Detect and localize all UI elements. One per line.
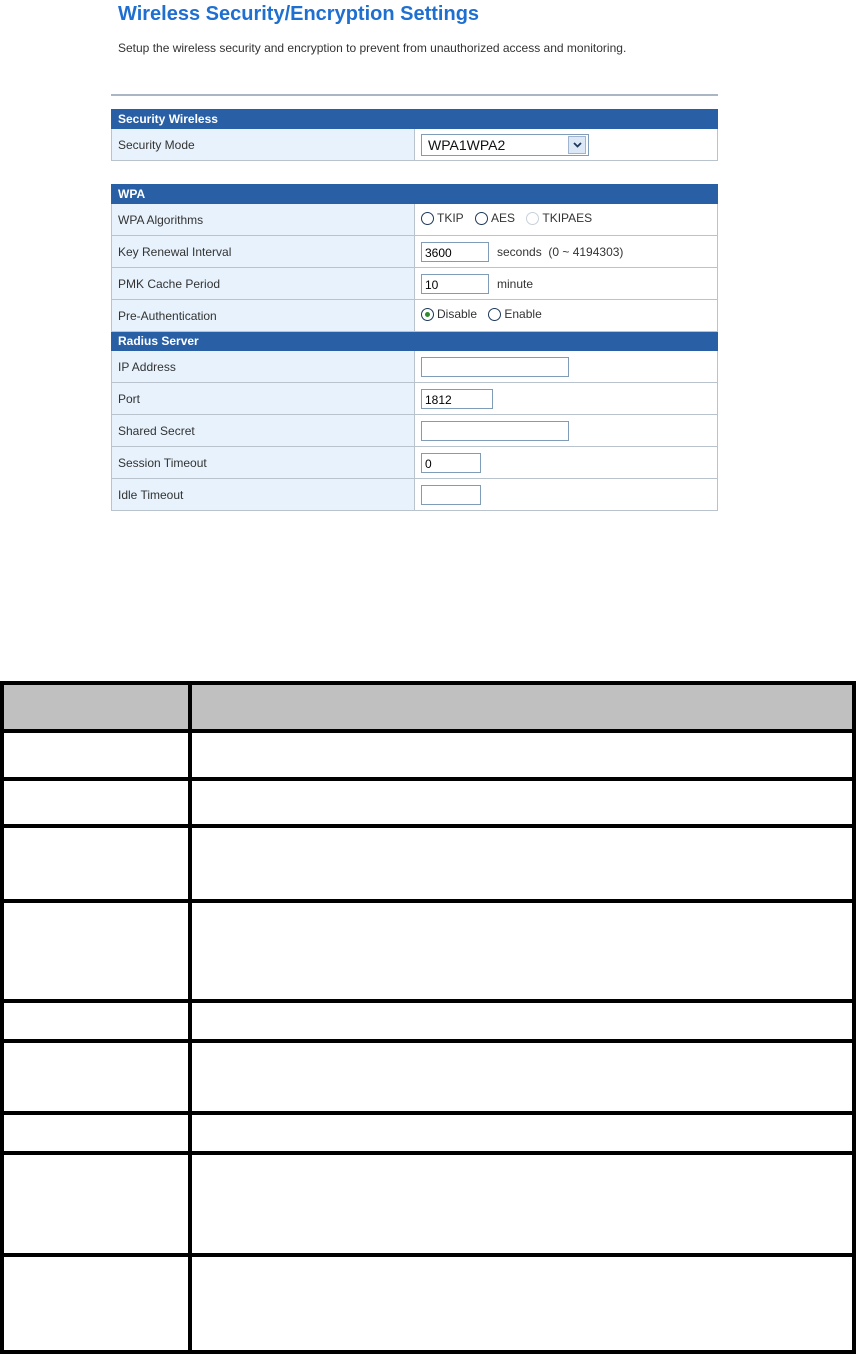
table-cell [2,1001,190,1041]
radio-enable[interactable] [488,307,541,321]
table-row [2,1041,854,1113]
table-row [2,901,854,1001]
radio-aes-label: AES [491,211,516,226]
radio-tkipaes-label: TKIPAES [542,211,593,226]
pmk-cache-label: PMK Cache Period [112,268,415,300]
table-row [2,1113,854,1153]
shared-secret-label: Shared Secret [112,415,415,447]
radio-tkip[interactable] [421,211,464,225]
radio-circle-icon[interactable] [488,308,501,321]
pmk-cache-unit: minute [497,276,534,291]
key-renewal-input[interactable]: 3600 [421,242,489,262]
table-row [2,826,854,901]
table-cell [190,1001,854,1041]
key-renewal-unit: seconds (0 ~ 4194303) [497,244,624,259]
security-mode-value: WPA1WPA2 [428,136,506,153]
table-header-cell [190,683,854,731]
table-cell [190,826,854,901]
radio-circle-icon[interactable] [421,212,434,225]
radio-disable-label: Disable [437,307,478,322]
table-cell [2,779,190,826]
table-cell [190,1153,854,1255]
table-cell [190,731,854,779]
ip-address-label: IP Address [112,351,415,383]
table-row [2,779,854,826]
description-table [0,681,856,1354]
section-header-wpa: WPA [112,185,718,204]
table-cell [190,1041,854,1113]
session-timeout-label: Session Timeout [112,447,415,479]
radio-tkip-label: TKIP [437,211,464,226]
radio-enable-label: Enable [504,307,542,322]
session-timeout-input[interactable]: 0 [421,453,481,473]
radio-aes[interactable] [475,211,515,225]
radio-circle-icon[interactable] [475,212,488,225]
radio-selected-icon[interactable] [421,308,434,321]
radio-disable[interactable] [421,307,477,321]
shared-secret-input[interactable] [421,421,569,441]
table-cell [2,1113,190,1153]
table-cell [190,1255,854,1352]
idle-timeout-input[interactable] [421,485,481,505]
port-input[interactable]: 1812 [421,389,493,409]
table-cell [2,731,190,779]
wpa-table [111,184,718,511]
page-description: Setup the wireless security and encryption to prevent from unauthorized access and monitoring. [118,41,627,55]
table-cell [190,779,854,826]
radio-tkipaes[interactable] [526,211,592,225]
chevron-down-icon[interactable] [568,136,586,154]
table-cell [2,1255,190,1352]
page-title: Wireless Security/Encryption Settings [118,3,480,25]
security-wireless-table [111,109,718,161]
divider [111,94,718,96]
idle-timeout-label: Idle Timeout [112,479,415,511]
radio-circle-icon[interactable] [526,212,539,225]
table-row [2,1153,854,1255]
key-renewal-label: Key Renewal Interval [112,236,415,268]
section-header-radius: Radius Server [112,332,718,351]
pmk-cache-input[interactable]: 10 [421,274,489,294]
wpa-algorithms-label: WPA Algorithms [112,204,415,236]
security-mode-label: Security Mode [112,129,415,161]
table-cell [190,901,854,1001]
table-header-row [2,683,854,731]
table-row [2,1255,854,1352]
table-row [2,731,854,779]
table-cell [2,826,190,901]
table-row [2,1001,854,1041]
pre-authentication-label: Pre-Authentication [112,300,415,332]
section-header-security-wireless: Security Wireless [112,110,718,129]
table-header-cell [2,683,190,731]
table-cell [2,1041,190,1113]
table-cell [190,1113,854,1153]
table-cell [2,901,190,1001]
table-cell [2,1153,190,1255]
port-label: Port [112,383,415,415]
security-mode-select[interactable] [421,134,589,156]
ip-address-input[interactable] [421,357,569,377]
